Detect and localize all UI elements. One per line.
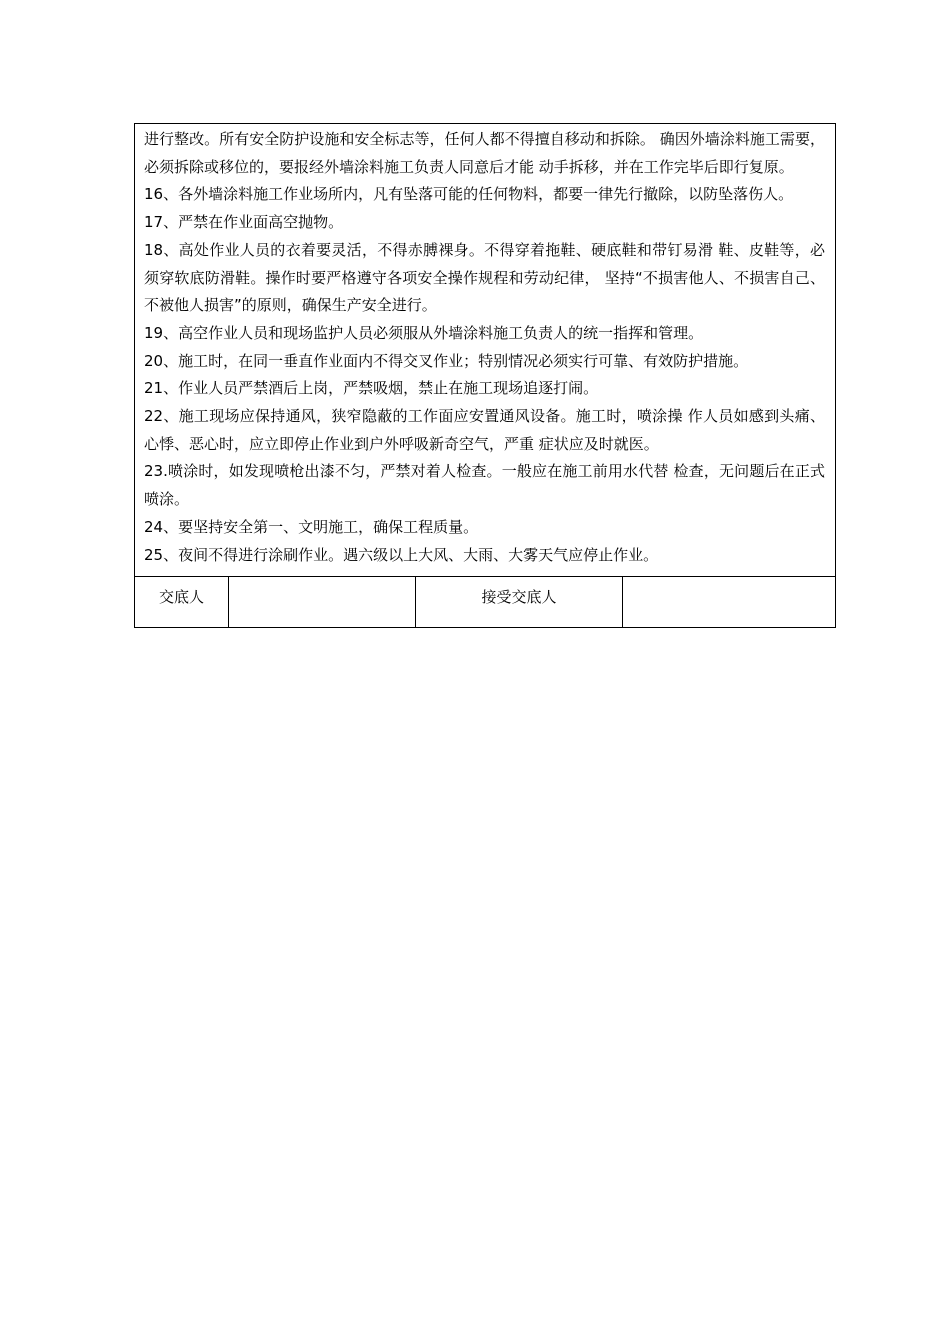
- paragraph-21: 21、作业人员严禁酒后上岗，严禁吸烟，禁止在施工现场追逐打闹。: [144, 379, 599, 398]
- paragraph-23: 23.喷涂时，如发现喷枪出漆不匀，严禁对着人检查。一般应在施工前用水代替 检查，无问题后在正式喷涂。: [144, 462, 825, 509]
- paragraph-20: 20、施工时，在同一垂直作业面内不得交叉作业；特别情况必须实行可靠、有效防护措施。: [144, 351, 749, 370]
- paragraph-16: 16、各外墙涂料施工作业场所内，凡有坠落可能的任何物料，都要一律先行撤除，以防坠落伤人。: [144, 185, 794, 204]
- paragraph-15-continued: 进行整改。所有安全防护设施和安全标志等，任何人都不得擅自移动和拆除。 确因外墙涂料施工需要，必须拆除或移位的，要报经外墙涂料施工负责人同意后才能 动手拆移，并在工作完毕后即行复原。: [144, 130, 825, 176]
- briefing-content: [135, 124, 835, 577]
- paragraph-25: 25、夜间不得进行涂刷作业。遇六级以上大风、大雨、大雾天气应停止作业。: [144, 545, 659, 564]
- receiver-label: 接受交底人: [416, 577, 623, 627]
- signature-row: [135, 577, 835, 627]
- paragraph-24: 24、要坚持安全第一、文明施工，确保工程质量。: [144, 517, 479, 536]
- paragraph-19: 19、高空作业人员和现场监护人员必须服从外墙涂料施工负责人的统一指挥和管理。: [144, 323, 704, 342]
- paragraph-22: 22、施工现场应保持通风，狭窄隐蔽的工作面应安置通风设备。施工时，喷涂操 作人员如感到头痛、心悸、恶心时，应立即停止作业到户外呼吸新奇空气，严重 症状应及时就医。: [144, 407, 825, 453]
- paragraph-18: 18、高处作业人员的衣着要灵活，不得赤膊裸身。不得穿着拖鞋、硬底鞋和带钉易滑 鞋、皮鞋等，必须穿软底防滑鞋。操作时要严格遵守各项安全操作规程和劳动纪律， 坚持“不损害他人、不损害自己、不被他人损害”的原则，确保生产安全进行。: [144, 240, 825, 315]
- discloser-signature-field[interactable]: [229, 577, 416, 627]
- discloser-label: 交底人: [135, 577, 229, 627]
- safety-briefing-table: [134, 123, 836, 628]
- paragraph-17: 17、严禁在作业面高空抛物。: [144, 213, 344, 232]
- receiver-signature-field[interactable]: [623, 577, 835, 627]
